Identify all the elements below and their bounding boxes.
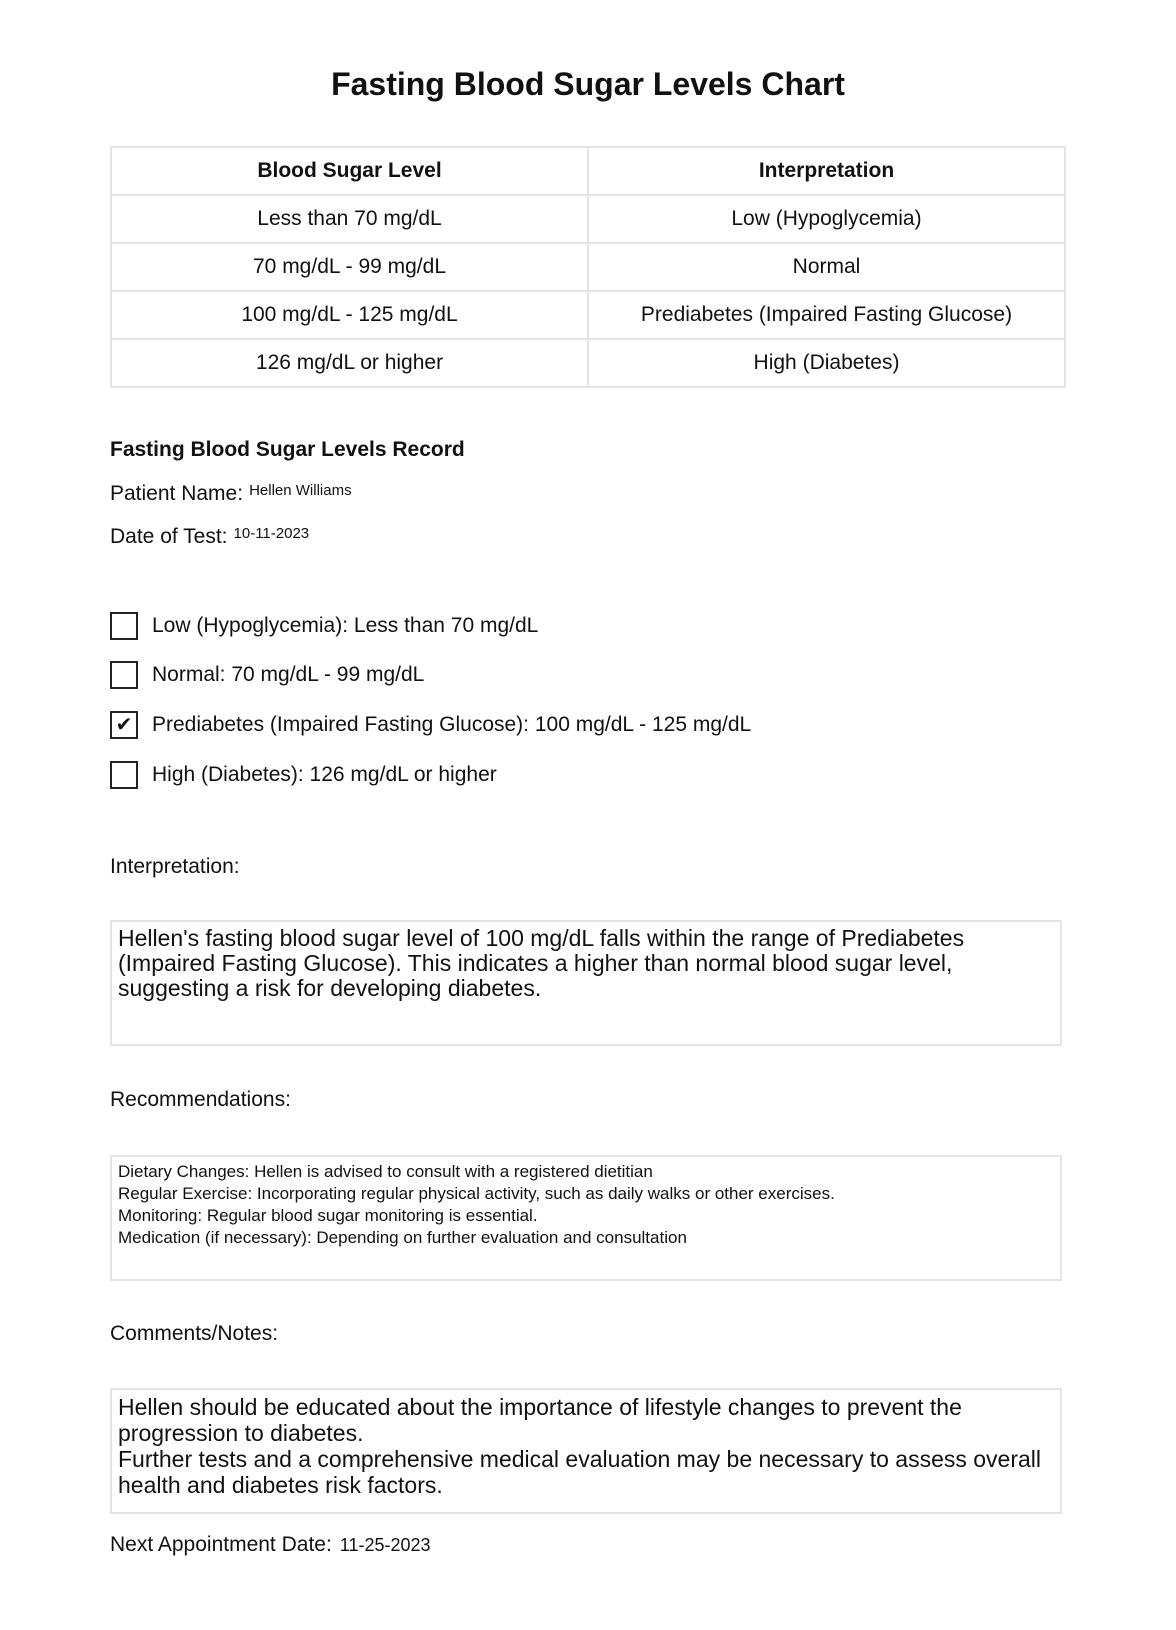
interpretation-field[interactable]: Hellen's fasting blood sugar level of 100 mg/dL falls within the range of Prediabetes (Impaired Fasting Glucose). This indicates a higher than normal blood sugar level, suggesting a risk for developing diabetes. — [110, 920, 1062, 1046]
checkbox-label: Low (Hypoglycemia): Less than 70 mg/dL — [152, 614, 539, 637]
recommendations-field[interactable] — [110, 1155, 1062, 1281]
date-of-test-row — [110, 525, 309, 549]
comments-label: Comments/Notes: — [110, 1322, 279, 1345]
checkbox-low[interactable] — [110, 612, 538, 640]
table-row — [111, 291, 1065, 339]
recommendations-label: Recommendations: — [110, 1088, 291, 1111]
record-heading: Fasting Blood Sugar Levels Record — [110, 438, 465, 461]
comment-line: Hellen should be educated about the importance of lifestyle changes to prevent the progression to diabetes. — [118, 1394, 969, 1446]
recommendation-line: Regular Exercise: Incorporating regular physical activity, such as daily walks or other exercises. — [118, 1184, 835, 1203]
comment-line: Further tests and a comprehensive medical evaluation may be necessary to assess overall health and diabetes risk factors. — [118, 1446, 1048, 1498]
table-cell: Low (Hypoglycemia) — [588, 195, 1065, 243]
checkbox-normal[interactable] — [110, 661, 424, 689]
header-cell: Blood Sugar Level — [111, 147, 588, 195]
reference-table — [110, 146, 1066, 388]
checkbox-label: Normal: 70 mg/dL - 99 mg/dL — [152, 663, 425, 686]
table-cell: 70 mg/dL - 99 mg/dL — [111, 243, 588, 291]
checkbox[interactable] — [110, 761, 138, 789]
checkbox-label: High (Diabetes): 126 mg/dL or higher — [152, 763, 497, 786]
date-of-test-value[interactable]: 10-11-2023 — [233, 525, 310, 542]
checkbox[interactable] — [110, 612, 138, 640]
next-appointment-row — [110, 1533, 431, 1557]
checkbox-high[interactable] — [110, 761, 497, 789]
next-appointment-value[interactable]: 11-25-2023 — [339, 1535, 431, 1555]
table-header-row — [111, 147, 1065, 195]
table-row — [111, 195, 1065, 243]
patient-name-row — [110, 482, 352, 506]
table-cell: Prediabetes (Impaired Fasting Glucose) — [588, 291, 1065, 339]
checkbox[interactable] — [110, 661, 138, 689]
table-row — [111, 339, 1065, 387]
date-of-test-label: Date of Test: — [110, 525, 228, 548]
table-cell: 126 mg/dL or higher — [111, 339, 588, 387]
header-cell: Interpretation — [588, 147, 1065, 195]
checkbox-checked[interactable]: ✔ — [110, 711, 138, 739]
interpretation-label: Interpretation: — [110, 855, 240, 878]
next-appointment-label: Next Appointment Date: — [110, 1533, 332, 1556]
patient-name-label: Patient Name: — [110, 482, 244, 505]
table-cell: Less than 70 mg/dL — [111, 195, 588, 243]
comments-field[interactable] — [110, 1388, 1062, 1514]
checkbox-label: Prediabetes (Impaired Fasting Glucose): 100 mg/dL - 125 mg/dL — [152, 713, 752, 736]
recommendation-line: Dietary Changes: Hellen is advised to consult with a registered dietitian — [118, 1162, 653, 1181]
patient-name-value[interactable]: Hellen Williams — [249, 482, 352, 499]
table-cell: 100 mg/dL - 125 mg/dL — [111, 291, 588, 339]
recommendation-line: Monitoring: Regular blood sugar monitoring is essential. — [118, 1206, 538, 1225]
checkbox-prediabetes[interactable] — [110, 711, 751, 739]
recommendation-line: Medication (if necessary): Depending on further evaluation and consultation — [118, 1228, 687, 1247]
table-row — [111, 243, 1065, 291]
table-cell: High (Diabetes) — [588, 339, 1065, 387]
page-title: Fasting Blood Sugar Levels Chart — [331, 66, 845, 102]
table-cell: Normal — [588, 243, 1065, 291]
